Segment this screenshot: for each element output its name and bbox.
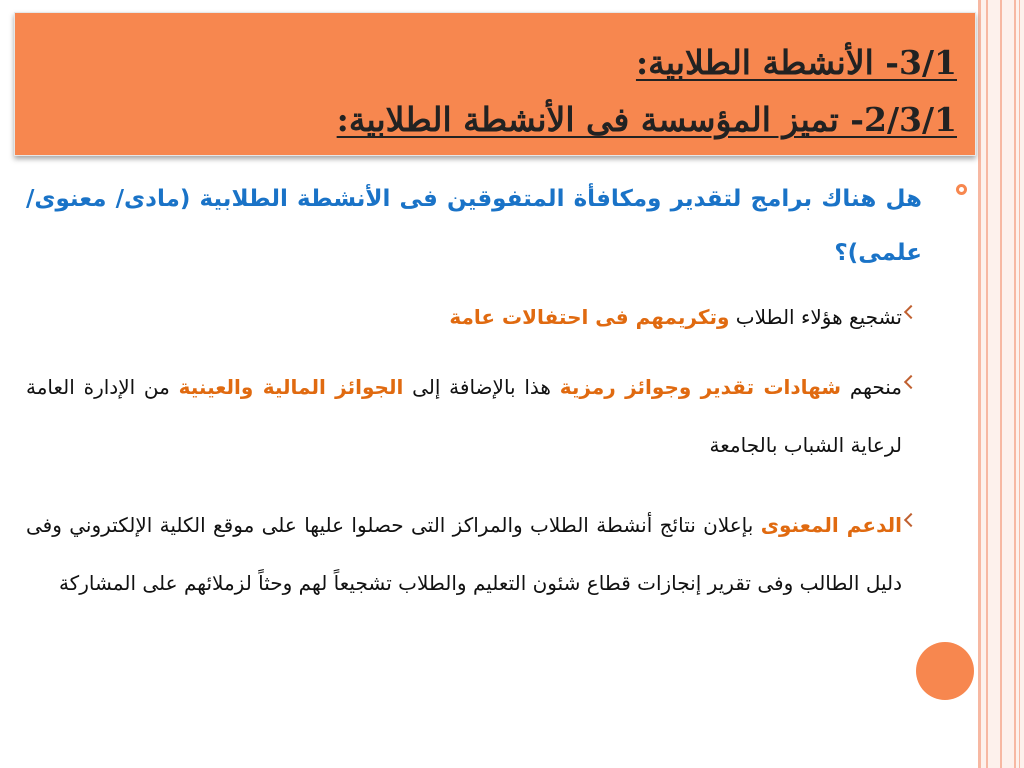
question-text: هل هناك برامج لتقدير ومكافأة المتفوقين فى الأنشطة الطلابية (مادى/ معنوى/ علمى)؟ (26, 186, 922, 266)
item-1-highlight: وتكريمهم فى احتفالات عامة (449, 305, 730, 329)
title-band (14, 12, 976, 156)
item-2-text-a: منحهم (841, 375, 903, 399)
bullet-item-2 (26, 358, 902, 474)
bullet-item-3 (26, 496, 902, 612)
circle-bullet-icon (956, 184, 967, 195)
title-line-1 (636, 43, 957, 82)
side-stripe (978, 0, 981, 768)
item-2-text-b: هذا بالإضافة إلى (403, 375, 560, 399)
arrow-bullet-icon (906, 306, 916, 321)
item-2-highlight-a: شهادات تقدير وجوائز رمزية (559, 375, 842, 399)
item-3-text: بإعلان نتائج أنشطة الطلاب والمراكز التى حصلوا عليها على موقع الكلية الإلكتروني وفى دليل الطالب وفى تقرير إنجازات قطاع شئون التعليم والطلاب تشجيعاً لهم وحثاً لزملائهم على المشاركة (26, 513, 902, 595)
arrow-bullet-icon (906, 376, 916, 391)
item-2-text-c: من الإدارة العامة لرعاية الشباب بالجامعة (26, 375, 902, 457)
bullet-item-1 (26, 288, 902, 346)
side-stripe (1019, 0, 1020, 768)
item-1-text: تشجيع هؤلاء الطلاب (729, 305, 902, 329)
title-text-1: 3/1- الأنشطة الطلابية: (635, 43, 957, 82)
item-3-highlight: الدعم المعنوى (760, 513, 902, 537)
title-text-2: 2/3/1- تميز المؤسسة فى الأنشطة الطلابية: (336, 100, 957, 139)
title-line-2 (337, 100, 957, 139)
arrow-bullet-icon (906, 514, 916, 529)
side-stripe (1000, 0, 1002, 768)
decorative-orange-circle (916, 642, 974, 700)
side-stripe (986, 0, 988, 768)
side-stripe (1014, 0, 1016, 768)
item-2-highlight-b: الجوائز المالية والعينية (178, 375, 404, 399)
